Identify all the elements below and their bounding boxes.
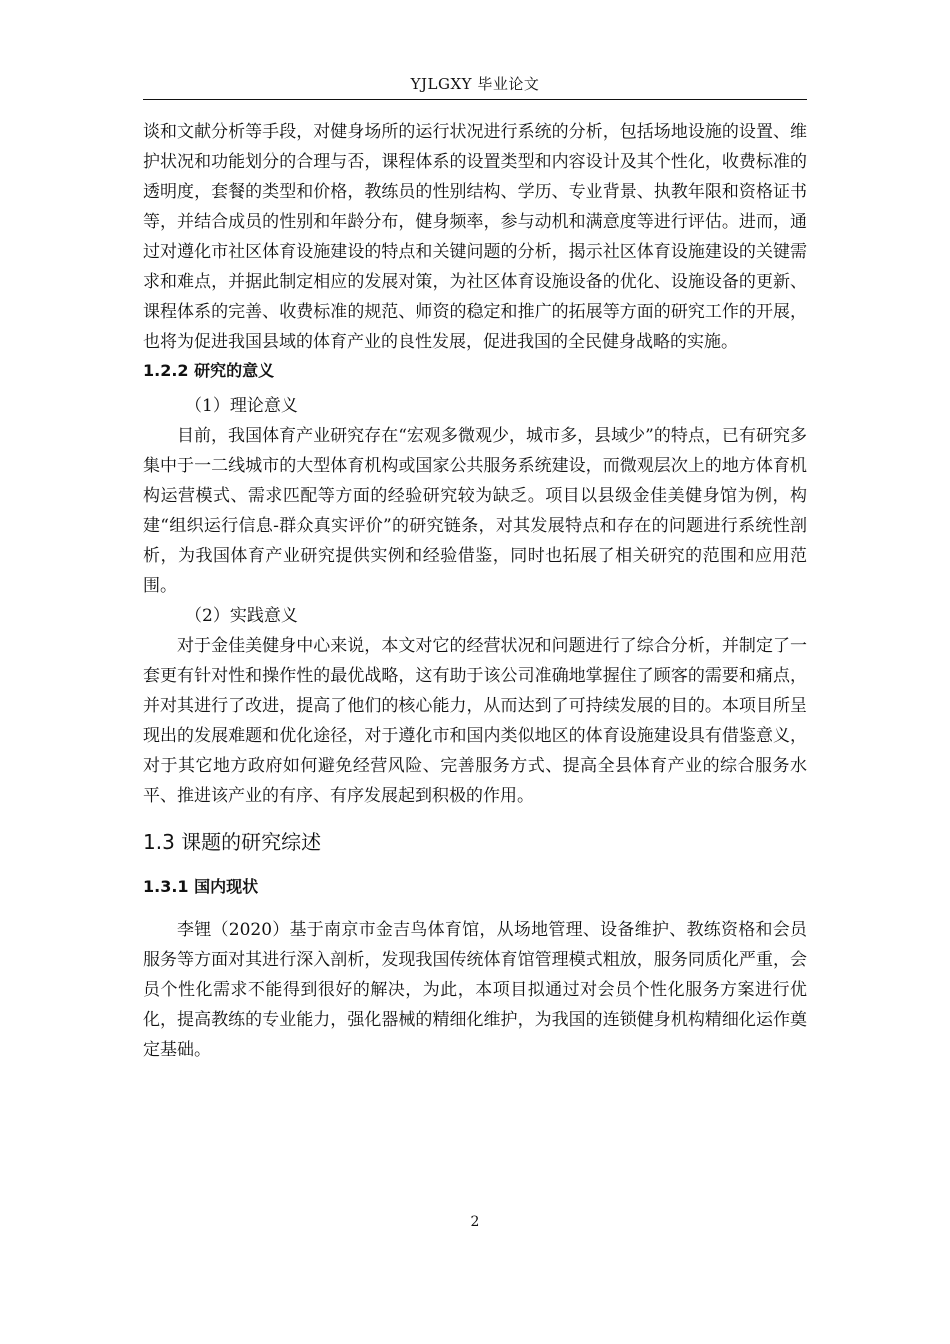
paragraph-theory: 目前，我国体育产业研究存在“宏观多微观少，城市多，县域少”的特点，已有研究多集中于一二线城市的大型体育机构或国家公共服务系统建设，而微观层次上的地方体育机构运营模式、需求匹配等方面的经验研究较为缺乏。项目以县级金佳美健身馆为例，构建“组织运行信息-群众真实评价”的研究链条，对其发展特点和存在的问题进行系统性剖析，为我国体育产业研究提供实例和经验借鉴，同时也拓展了相关研究的范围和应用范围。 — [143, 426, 807, 596]
subheading-theory: （1）理论意义 — [185, 396, 298, 416]
page-content — [143, 117, 807, 1065]
section-heading-1-2-2: 1.2.2 研究的意义 — [143, 361, 275, 380]
spacer — [143, 811, 807, 825]
paragraph-practice: 对于金佳美健身中心来说，本文对它的经营状况和问题进行了综合分析，并制定了一套更有针对性和操作性的最优战略，这有助于该公司准确地掌握住了顾客的需要和痛点，并对其进行了改进，提高了他们的核心能力，从而达到了可持续发展的目的。本项目所呈现出的发展难题和优化途径，对于遵化市和国内类似地区的体育设施建设具有借鉴意义，对于其它地方政府如何避免经营风险、完善服务方式、提高全县体育产业的综合服务水平、推进该产业的有序、有序发展起到积极的作用。 — [143, 636, 807, 806]
section-heading-1-3-1: 1.3.1 国内现状 — [143, 877, 259, 896]
paragraph-intro-continued: 谈和文献分析等手段，对健身场所的运行状况进行系统的分析，包括场地设施的设置、维护状况和功能划分的合理与否，课程体系的设置类型和内容设计及其个性化，收费标准的透明度，套餐的类型和价格，教练员的性别结构、学历、专业背景、执教年限和资格证书等，并结合成员的性别和年龄分布，健身频率，参与动机和满意度等进行评估。进而，通过对遵化市社区体育设施建设的特点和关键问题的分析，揭示社区体育设施建设的关键需求和难点，并据此制定相应的发展对策，为社区体育设施设备的优化、设施设备的更新、课程体系的完善、收费标准的规范、师资的稳定和推广的拓展等方面的研究工作的开展，也将为促进我国县域的体育产业的良性发展，促进我国的全民健身战略的实施。 — [143, 122, 807, 352]
spacer — [143, 901, 807, 915]
paragraph-domestic-status: 李锂（2020）基于南京市金吉鸟体育馆，从场地管理、设备维护、教练资格和会员服务等方面对其进行深入剖析，发现我国传统体育馆管理模式粗放，服务同质化严重，会员个性化需求不能得到很好的解决，为此，本项目拟通过对会员个性化服务方案进行优化，提高教练的专业能力，强化器械的精细化维护，为我国的连锁健身机构精细化运作奠定基础。 — [143, 920, 807, 1060]
spacer — [143, 859, 807, 873]
page-number: 2 — [470, 1214, 480, 1230]
section-heading-1-3: 1.3 课题的研究综述 — [143, 830, 322, 854]
header-rule — [143, 99, 807, 100]
subheading-practice: （2）实践意义 — [185, 606, 298, 626]
running-header: YJLGXY 毕业论文 — [410, 75, 540, 93]
